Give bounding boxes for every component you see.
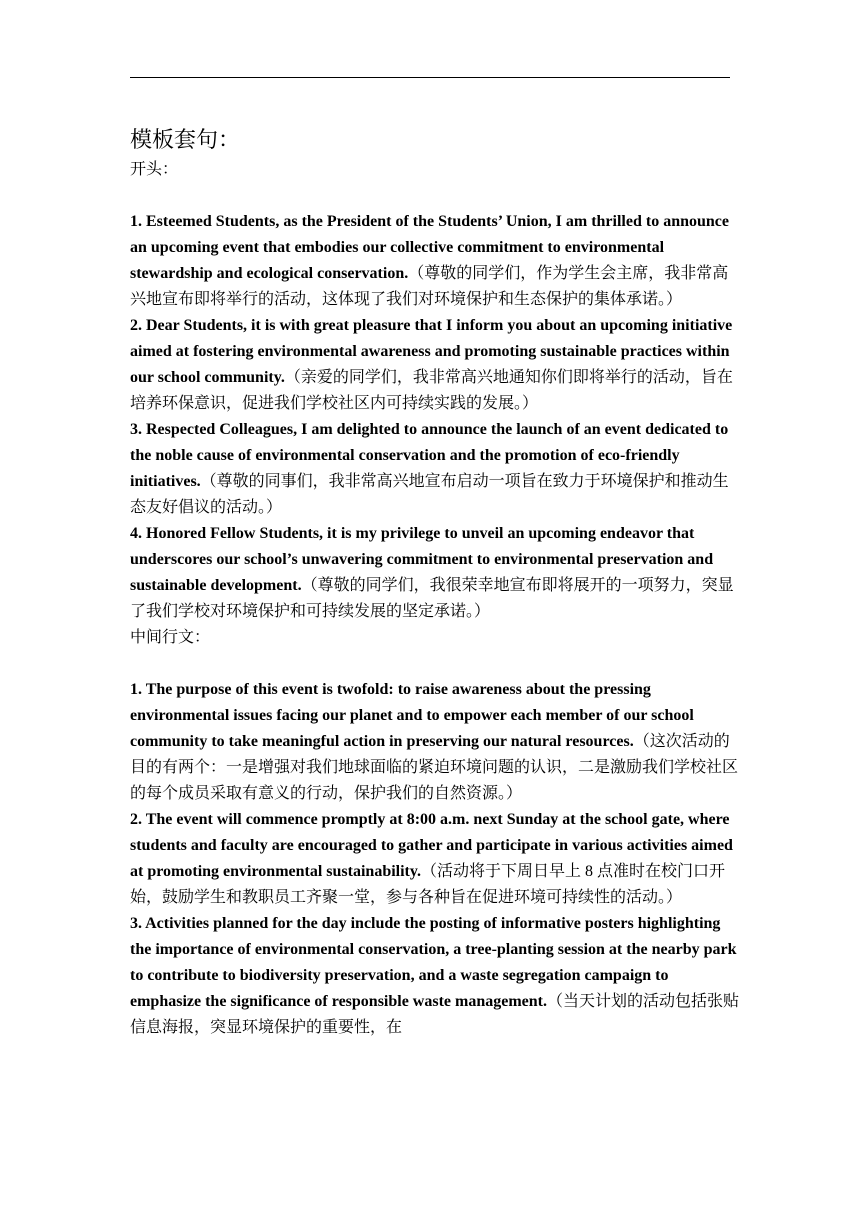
item-chinese: （这次活动的目的有两个：一是增强对我们地球面临的紧迫环境问题的认识，二是激励我们学校社区的每个成员采取有意义的行动，保护我们的自然资源。）	[130, 733, 739, 802]
opening-item-3	[130, 417, 740, 521]
item-chinese: （尊敬的同学们，我很荣幸地宣布即将展开的一项努力，突显了我们学校对环境保护和可持续发展的坚定承诺。）	[130, 577, 734, 620]
blank-line	[130, 651, 740, 677]
body-item-2	[130, 807, 740, 911]
opening-item-4	[130, 521, 740, 625]
blank-line	[130, 183, 740, 209]
item-english: 2. The event will commence promptly at 8:00 a.m. next Sunday at the school gate, where students and faculty are encouraged to gather and participate in various activities aimed at promoting environmental sustainability.	[130, 811, 733, 880]
item-chinese: （亲爱的同学们，我非常高兴地通知你们即将举行的活动，旨在培养环保意识，促进我们学校社区内可持续实践的发展。）	[130, 369, 733, 412]
item-chinese: （尊敬的同事们，我非常高兴地宣布启动一项旨在致力于环境保护和推动生态友好倡议的活动。）	[130, 473, 729, 516]
body-item-3	[130, 911, 740, 1041]
item-english: 3. Activities planned for the day include the posting of informative posters highlighting the importance of environmental conservation, a tree-planting session at the nearby park to contribute to biodiversity preservation, and a waste segregation campaign to emphasize the significance of responsible waste management.	[130, 915, 737, 1010]
item-english: 1. The purpose of this event is twofold: to raise awareness about the pressing environmental issues facing our planet and to empower each member of our school community to take meaningful action in preserving our natural resources.	[130, 681, 694, 750]
opening-item-1	[130, 209, 740, 313]
section-heading-opening: 开头：	[130, 161, 179, 178]
item-english: 2. Dear Students, it is with great pleasure that I inform you about an upcoming initiative aimed at fostering environmental awareness and promoting sustainable practices within our school community.	[130, 317, 733, 386]
item-chinese: （活动将于下周日早上 8 点准时在校门口开始，鼓励学生和教职员工齐聚一堂，参与各种旨在促进环境可持续性的活动。）	[130, 863, 726, 906]
header-rule	[130, 77, 730, 78]
page-title: 模板套句：	[130, 127, 241, 152]
item-english: 4. Honored Fellow Students, it is my privilege to unveil an upcoming endeavor that underscores our school’s unwavering commitment to environmental preservation and sustainable development.	[130, 525, 714, 594]
item-chinese: （尊敬的同学们，作为学生会主席，我非常高兴地宣布即将举行的活动，这体现了我们对环境保护和生态保护的集体承诺。）	[130, 265, 729, 308]
section-heading-body: 中间行文：	[130, 629, 211, 646]
opening-item-2	[130, 313, 740, 417]
item-english: 3. Respected Colleagues, I am delighted to announce the launch of an event dedicated to the noble cause of environmental conservation and the promotion of eco-friendly initiatives.	[130, 421, 729, 490]
item-chinese: （当天计划的活动包括张贴信息海报，突显环境保护的重要性，在	[130, 993, 740, 1036]
item-english: 1. Esteemed Students, as the President of the Students’ Union, I am thrilled to announce an upcoming event that embodies our collective commitment to environmental stewardship and ecological conservation.	[130, 213, 729, 282]
document-body	[130, 123, 740, 1041]
body-item-1	[130, 677, 740, 807]
